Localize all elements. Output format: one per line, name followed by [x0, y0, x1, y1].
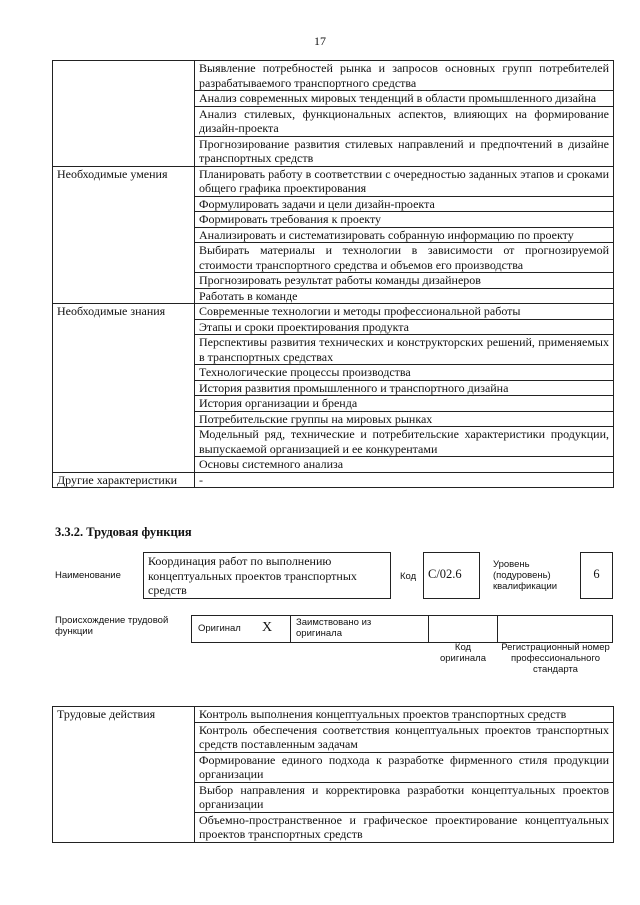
row-item: Современные технологии и методы профессиональной работы: [195, 304, 614, 320]
row-item: Прогнозирование развития стилевых направлений и предпочтений в дизайне транспортных средств: [195, 136, 614, 166]
competency-table: [52, 60, 614, 488]
row-item: Выбор направления и корректировка разработки концептуальных проектов организации: [195, 782, 614, 812]
row-item: Выявление потребностей рынка и запросов основных групп потребителей разрабатываемого транспортного средства: [195, 61, 614, 91]
row-item: Объемно-пространственное и графическое проектирование концептуальных проектов транспортных средств: [195, 812, 614, 842]
row-label: [53, 61, 195, 167]
row-item: История организации и бренда: [195, 396, 614, 412]
row-item: Контроль выполнения концептуальных проектов транспортных средств: [195, 707, 614, 723]
function-code-box: [423, 552, 480, 599]
page-number: 17: [314, 34, 326, 48]
borrowed-label: Заимствовано из оригинала: [296, 617, 372, 639]
row-label: Трудовые действия: [53, 707, 195, 843]
labor-actions-table: [52, 706, 614, 843]
function-code-value: С/02.6: [428, 567, 462, 581]
row-item: Анализировать и систематизировать собранную информацию по проекту: [195, 227, 614, 243]
level-value: 6: [593, 567, 600, 581]
row-item: Анализ стилевых, функциональных аспектов, влияющих на формирование дизайн-проекта: [195, 106, 614, 136]
row-item: История развития промышленного и транспортного дизайна: [195, 380, 614, 396]
row-item: Планировать работу в соответствии с очередностью заданных этапов и сроками общего графика проектирования: [195, 166, 614, 196]
original-mark: X: [262, 620, 273, 635]
row-label: Необходимые умения: [53, 166, 195, 304]
row-item: Формулировать задачи и цели дизайн-проекта: [195, 196, 614, 212]
reg-caption: Регистрационный номер профессионального стандарта: [501, 642, 610, 675]
row-item: Модельный ряд, технические и потребительские характеристики продукции, выпускаемой организацией и ее конкурентами: [195, 427, 614, 457]
code-caption: Код оригинала: [439, 642, 486, 664]
original-label: Оригинал: [198, 623, 241, 634]
row-item: Перспективы развития технических и конструкторских решений, применяемых в транспортных средствах: [195, 335, 614, 365]
row-item: Формирование единого подхода к разработке фирменного стиля продукции организации: [195, 752, 614, 782]
row-item: Прогнозировать результат работы команды дизайнеров: [195, 273, 614, 289]
row-item: Технологические процессы производства: [195, 365, 614, 381]
level-box: [580, 552, 613, 599]
level-label: Уровень (подуровень) квалификации: [493, 559, 558, 592]
table-row: [53, 61, 614, 91]
table-row: [53, 707, 614, 723]
row-item: Анализ современных мировых тенденций в области промышленного дизайна: [195, 91, 614, 107]
table-row: [53, 166, 614, 196]
table-row: [53, 304, 614, 320]
table-row: [53, 472, 614, 488]
name-label: Наименование: [55, 570, 121, 581]
row-item: Потребительские группы на мировых рынках: [195, 411, 614, 427]
origin-box: [191, 615, 613, 643]
row-item: Контроль обеспечения соответствия концептуальных проектов транспортных средств поставленным задачам: [195, 722, 614, 752]
code-label: Код: [400, 571, 417, 582]
function-name-box: [143, 552, 391, 599]
row-item: Выбирать материалы и технологии в зависимости от прогнозируемой стоимости транспортного средства и объемов его производства: [195, 243, 614, 273]
row-label: Другие характеристики: [53, 472, 195, 488]
origin-label: Происхождение трудовой функции: [55, 615, 169, 637]
row-item: Формировать требования к проекту: [195, 212, 614, 228]
row-item: Основы системного анализа: [195, 457, 614, 473]
row-label: Необходимые знания: [53, 304, 195, 473]
row-item: Работать в команде: [195, 288, 614, 304]
section-title: 3.3.2. Трудовая функция: [55, 525, 192, 539]
function-name-value: Координация работ по выполнению концептуальных проектов транспортных средств: [148, 554, 357, 597]
row-item: Этапы и сроки проектирования продукта: [195, 319, 614, 335]
row-item: -: [195, 472, 614, 488]
